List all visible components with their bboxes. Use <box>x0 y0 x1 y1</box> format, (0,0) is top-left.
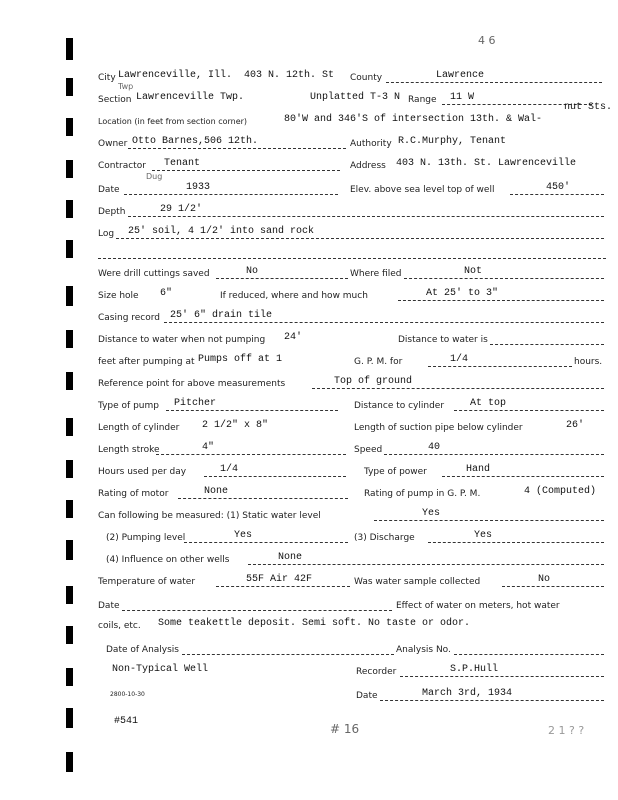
owner-label: Owner <box>98 139 128 149</box>
stroke-value: 4" <box>202 442 215 453</box>
county-label: County <box>350 73 383 83</box>
contractor-line <box>152 170 340 171</box>
pumping-line <box>184 542 348 543</box>
row-cylinder <box>98 420 606 434</box>
pump-rating-label: Rating of pump in G. P. M. <box>364 489 481 499</box>
page-number-mark: 4 6 <box>478 34 496 47</box>
ref-label: Reference point for above measurements <box>98 379 286 389</box>
analysis-date-line <box>182 654 394 655</box>
handwritten-number: # 16 <box>330 722 360 736</box>
location-label: Location (in feet from section corner) <box>98 117 248 126</box>
sample-label: Was water sample collected <box>354 577 481 587</box>
speed-label: Speed <box>354 445 383 455</box>
cyl-dist-value: At top <box>470 398 507 409</box>
depth-line <box>128 216 604 217</box>
authority-value: R.C.Murphy, Tenant <box>398 136 507 147</box>
final-date-line <box>380 700 604 701</box>
binding-bar <box>66 330 73 348</box>
row-distance <box>98 332 606 346</box>
suction-label: Length of suction pipe below cylinder <box>354 423 523 433</box>
cyl-dist-line <box>454 410 604 411</box>
pump-label: Type of pump <box>98 401 159 411</box>
suction-value: 26' <box>566 420 585 431</box>
binding-bar <box>66 708 73 728</box>
contractor-value: Tenant <box>164 158 201 169</box>
pump-value: Pitcher <box>174 398 217 409</box>
row-date <box>98 182 606 196</box>
filed-value: Not <box>464 266 483 277</box>
gpm-label: G. P. M. for <box>354 357 403 367</box>
city-value: Lawrenceville, Ill. <box>118 70 233 81</box>
row-stroke <box>98 442 606 456</box>
row-recorder <box>98 664 606 678</box>
owner-line <box>128 148 346 149</box>
discharge-label: (3) Discharge <box>354 533 415 543</box>
date-value: 1933 <box>186 182 211 193</box>
pumping-label: (2) Pumping level <box>106 533 186 543</box>
binding-bar <box>66 668 73 686</box>
measured-label: Can following be measured: (1) Static water level <box>98 511 321 521</box>
form-number: 2800-10-30 <box>110 691 145 698</box>
row-coils <box>98 618 606 632</box>
binding-bar <box>66 200 73 218</box>
log-label: Log <box>98 229 115 239</box>
date-prefix-mark: Dug <box>146 172 163 181</box>
well-number: #541 <box>114 716 139 727</box>
binding-bar <box>66 540 73 560</box>
contractor-address-value: 403 N. 13th. St. Lawrenceville <box>396 158 577 169</box>
pump-rating-value: 4 (Computed) <box>524 486 597 497</box>
binding-bar <box>66 78 73 96</box>
cyl-len-value: 2 1/2" x 8" <box>202 420 269 431</box>
gpm-line <box>428 366 572 367</box>
binding-bar <box>66 240 73 258</box>
date2-label: Date <box>98 601 120 611</box>
row-reference <box>98 376 606 390</box>
influence-value: None <box>278 552 303 563</box>
row-pump <box>98 398 606 412</box>
dist-label: Distance to water is <box>398 335 488 345</box>
stroke-label: Length stroke <box>98 445 160 455</box>
recorder-line <box>400 676 604 677</box>
township-value: T-3 N <box>370 92 401 103</box>
cyl-len-label: Length of cylinder <box>98 423 180 433</box>
cuttings-value: No <box>246 266 259 277</box>
speed-value: 40 <box>428 442 441 453</box>
static-value: Yes <box>422 508 441 519</box>
row-temperature <box>98 574 606 588</box>
dist-line <box>490 344 604 345</box>
section-small-mark: Twp <box>118 82 134 91</box>
gpm-value: 1/4 <box>450 354 469 365</box>
row-casing <box>98 310 606 324</box>
discharge-value: Yes <box>474 530 493 541</box>
unplatted-value: Unplatted <box>310 92 365 103</box>
motor-label: Rating of motor <box>98 489 169 499</box>
static-line <box>374 520 604 521</box>
binding-bar <box>66 372 73 390</box>
coils-value: Some teakettle deposit. Semi soft. No taste or odor. <box>158 618 471 629</box>
row-influence <box>98 552 606 566</box>
influence-line <box>248 564 604 565</box>
binding-bar <box>66 626 73 644</box>
section-label: Section <box>98 95 132 105</box>
discharge-line <box>428 542 604 543</box>
effect-label: Effect of water on meters, hot water <box>396 601 560 611</box>
recorder-label: Recorder <box>356 667 397 677</box>
binding-bar <box>66 586 73 604</box>
binding-bar <box>66 752 73 772</box>
log-line <box>116 238 604 239</box>
cuttings-label: Were drill cuttings saved <box>98 269 210 279</box>
contractor-label: Contractor <box>98 161 146 171</box>
depth-value: 29 1/2' <box>160 204 203 215</box>
final-date-label: Date <box>356 691 378 701</box>
temp-value: 55F Air 42F <box>246 574 313 585</box>
analysis-date-label: Date of Analysis <box>106 645 179 655</box>
row-measured <box>98 508 606 522</box>
row-effect <box>98 598 606 612</box>
filed-label: Where filed <box>350 269 402 279</box>
pump-line <box>166 410 338 411</box>
motor-line <box>178 498 348 499</box>
dist-np-value: 24' <box>284 332 303 343</box>
sample-line <box>502 586 604 587</box>
row-size <box>98 288 606 302</box>
elev-label: Elev. above sea level top of well <box>350 185 495 195</box>
row-motor <box>98 486 606 500</box>
county-value: Lawrence <box>436 70 485 81</box>
range-value: 11 W <box>450 92 475 103</box>
row-cuttings <box>98 266 606 280</box>
elev-value: 450' <box>546 182 571 193</box>
nontypical-note: Non-Typical Well <box>112 664 209 675</box>
row-depth <box>98 204 606 218</box>
coils-label: coils, etc. <box>98 621 141 631</box>
row-city <box>98 70 606 84</box>
binding-bar <box>66 118 73 136</box>
reduced-label: If reduced, where and how much <box>220 291 368 301</box>
authority-label: Authority <box>350 139 392 149</box>
cyl-dist-label: Distance to cylinder <box>354 401 445 411</box>
reduced-line <box>398 300 604 301</box>
hours-label: hours. <box>574 357 603 367</box>
owner-value: Otto Barnes,506 12th. <box>132 136 259 147</box>
ref-line <box>312 388 604 389</box>
sample-value: No <box>538 574 551 585</box>
binding-bar <box>66 500 73 518</box>
row-final-date <box>98 688 606 702</box>
row-hours <box>98 464 606 478</box>
range-label: Range <box>408 95 437 105</box>
row-analysis <box>98 642 606 656</box>
filed-line <box>404 278 604 279</box>
temp-line <box>216 586 350 587</box>
elev-line <box>510 194 604 195</box>
log-value: 25' soil, 4 1/2' into sand rock <box>128 226 315 237</box>
row-feet-after <box>98 354 606 368</box>
binding-bar <box>66 418 73 436</box>
power-label: Type of power <box>364 467 427 477</box>
binding-bar <box>66 38 73 60</box>
row-log <box>98 226 606 240</box>
analysis-no-line <box>454 654 604 655</box>
size-label: Size hole <box>98 291 139 301</box>
pumping-value: Yes <box>234 530 253 541</box>
city-label: City <box>98 73 116 83</box>
binding-bar <box>66 460 73 478</box>
row-owner <box>98 136 606 150</box>
ref-value: Top of ground <box>334 376 413 387</box>
date2-line <box>122 610 392 611</box>
final-date-value: March 3rd, 1934 <box>422 688 513 699</box>
stroke-line <box>156 454 346 455</box>
location-continued: nut Sts. <box>564 102 613 113</box>
address-value: 403 N. 12th. St <box>244 70 335 81</box>
power-line <box>442 476 604 477</box>
row-pumping <box>98 530 606 544</box>
hours-used-value: 1/4 <box>220 464 239 475</box>
hours-used-label: Hours used per day <box>98 467 187 477</box>
handwritten-mark-right: 2 1 ? ? <box>548 724 585 737</box>
county-line <box>386 82 602 83</box>
binding-bar <box>66 286 73 306</box>
blank-line <box>98 258 606 259</box>
feet-after-value: Pumps off at 1 <box>198 354 283 365</box>
hours-used-line <box>204 476 346 477</box>
location-value: 80'W and 346'S of intersection 13th. & Wal- <box>284 114 543 125</box>
binding-bar <box>66 160 73 178</box>
contractor-address-label: Address <box>350 161 386 171</box>
casing-value: 25' 6" drain tile <box>170 310 273 321</box>
casing-label: Casing record <box>98 313 161 323</box>
speed-line <box>384 454 604 455</box>
motor-value: None <box>204 486 229 497</box>
influence-label: (4) Influence on other wells <box>106 555 230 565</box>
depth-label: Depth <box>98 207 126 217</box>
analysis-no-label: Analysis No. <box>396 645 451 655</box>
recorder-value: S.P.Hull <box>450 664 499 675</box>
cuttings-line <box>216 278 348 279</box>
temp-label: Temperature of water <box>98 577 196 587</box>
section-value: Lawrenceville Twp. <box>136 92 245 103</box>
reduced-value: At 25' to 3" <box>426 288 499 299</box>
dist-np-label: Distance to water when not pumping <box>98 335 266 345</box>
date-line <box>124 194 338 195</box>
feet-after-label: feet after pumping at <box>98 357 195 367</box>
power-value: Hand <box>466 464 491 475</box>
casing-line <box>164 322 604 323</box>
date-label: Date <box>98 185 120 195</box>
row-section <box>98 92 606 106</box>
row-location <box>98 114 606 128</box>
size-value: 6" <box>160 288 173 299</box>
row-contractor <box>98 158 606 172</box>
